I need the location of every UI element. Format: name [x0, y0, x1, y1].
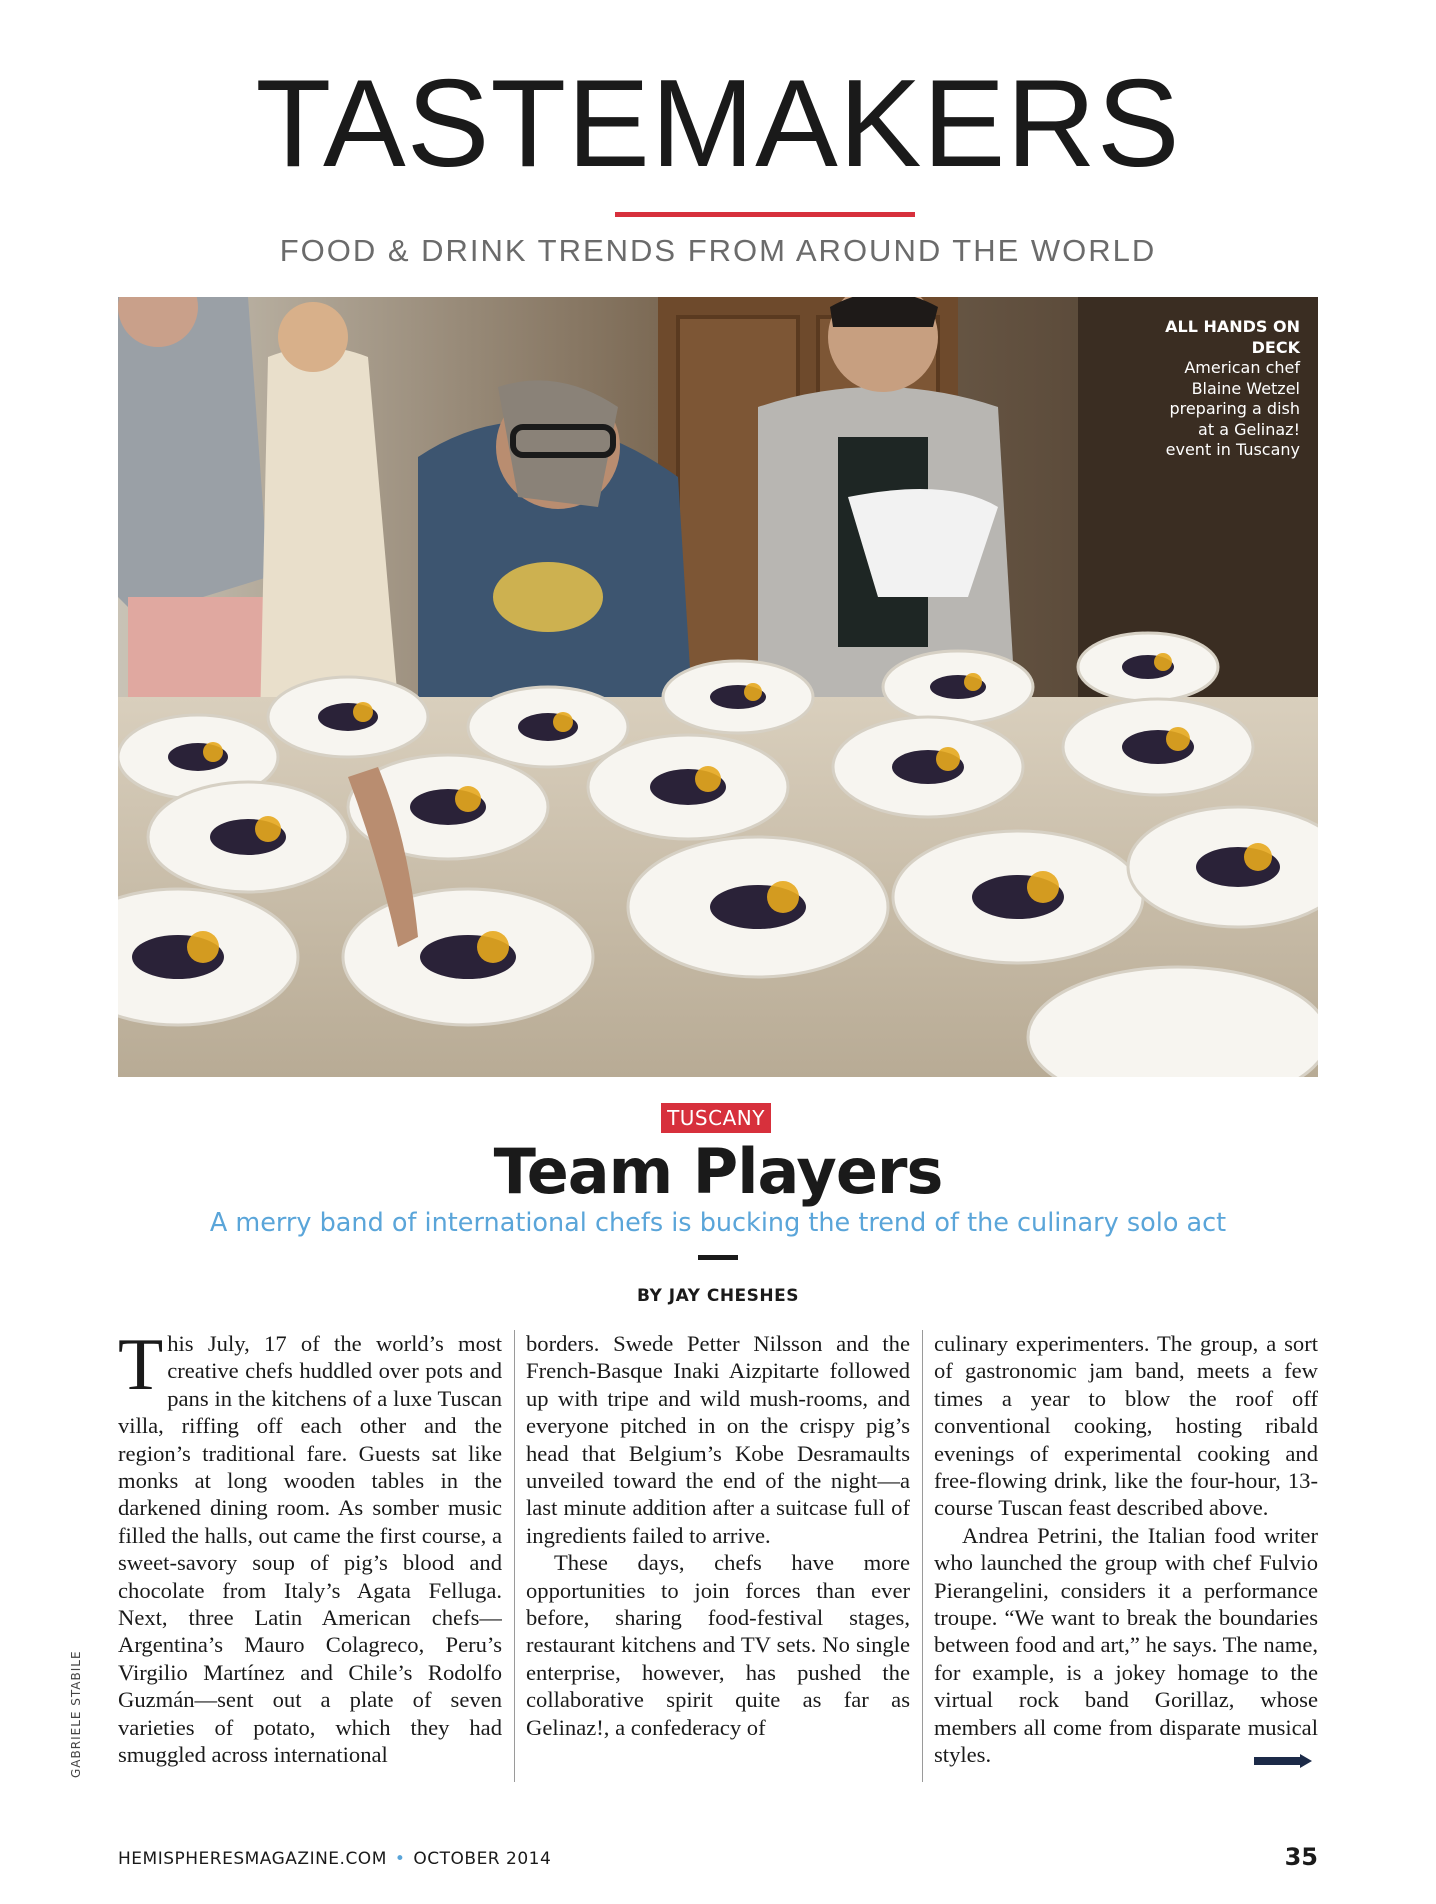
- location-tag: TUSCANY: [661, 1103, 771, 1133]
- caption-text: American chef Blaine Wetzel preparing a dish at a Gelinaz! event in Tuscany: [1165, 358, 1300, 459]
- hero-photo: [118, 297, 1318, 1077]
- byline: BY JAY CHESHES: [637, 1286, 799, 1306]
- paragraph: borders. Swede Petter Nilsson and the French-Basque Inaki Aizpitarte followed up with tripe and wild mush-rooms, and everyone pitched in on the crispy pig’s head that Belgium’s Kobe Desramaults unveiled toward the end of the night—a last minute addition after a suitcase full of ingredients failed to arrive.: [526, 1331, 910, 1548]
- column-divider: [514, 1330, 515, 1782]
- paragraph: his July, 17 of the world’s most creative chefs huddled over pots and pans in the kitchens of a luxe Tuscan villa, riffing off each other and the region’s traditional fare. Guests sat like monks at long wooden tables in the darkened dining room. As somber music filled the halls, out came the first course, a sweet-savory soup of pig’s blood and chocolate from Italy’s Agata Felluga. Next, three Latin American chefs—Argentina’s Mauro Colagreco, Peru’s Virgilio Martínez and Chile’s Rodolfo Guzmán—sent out a plate of seven varieties of potato, which they had smuggled across international: [118, 1331, 502, 1768]
- page-number: 35: [1284, 1843, 1318, 1871]
- section-title: TASTEMAKERS: [255, 55, 1181, 193]
- photo-caption: [1150, 317, 1300, 461]
- article-column-1: [118, 1330, 502, 1782]
- deck: A merry band of international chefs is bucking the trend of the culinary solo act: [209, 1208, 1227, 1238]
- caption-heading: ALL HANDS ON DECK: [1165, 317, 1300, 357]
- drop-cap: T: [118, 1330, 164, 1406]
- paragraph: These days, chefs have more opportunities to join forces than ever before, sharing food-festival stages, restaurant kitchens and TV sets. No single enterprise, however, has pushed the collaborative spirit quite as far as Gelinaz!, a confederacy of: [526, 1550, 910, 1740]
- deck-rule: [698, 1255, 738, 1260]
- paragraph: Andrea Petrini, the Italian food writer who launched the group with chef Fulvio Pierangelini, considers it a performance troupe. “We want to break the boundaries between food and art,” he says. The name, for example, is a jokey homage to the virtual rock band Gorillaz, whose members all come from disparate musical styles.: [934, 1522, 1318, 1768]
- footer-site: HEMISPHERESMAGAZINE.COM: [118, 1849, 387, 1869]
- article-column-3: [934, 1330, 1318, 1782]
- section-subtitle: FOOD & DRINK TRENDS FROM AROUND THE WORLD: [279, 233, 1157, 268]
- photo-credit: GABRIELE STABILE: [69, 1650, 83, 1778]
- footer-issue: OCTOBER 2014: [413, 1849, 552, 1869]
- continue-arrow-icon: [1254, 1754, 1312, 1768]
- chefs-plating-illustration: [118, 297, 1318, 1077]
- headline: Team Players: [493, 1135, 943, 1208]
- paragraph: culinary experimenters. The group, a sort of gastronomic jam band, meets a few times a year to blow the roof off conventional cooking, hosting ribald evenings of experimental cooking and free-flowing drink, like the four-hour, 13-course Tuscan feast described above.: [934, 1331, 1318, 1521]
- page-footer: [118, 1849, 551, 1869]
- article-column-2: [526, 1330, 910, 1782]
- title-rule: [615, 212, 915, 217]
- footer-separator: •: [394, 1849, 406, 1869]
- column-divider: [922, 1330, 923, 1782]
